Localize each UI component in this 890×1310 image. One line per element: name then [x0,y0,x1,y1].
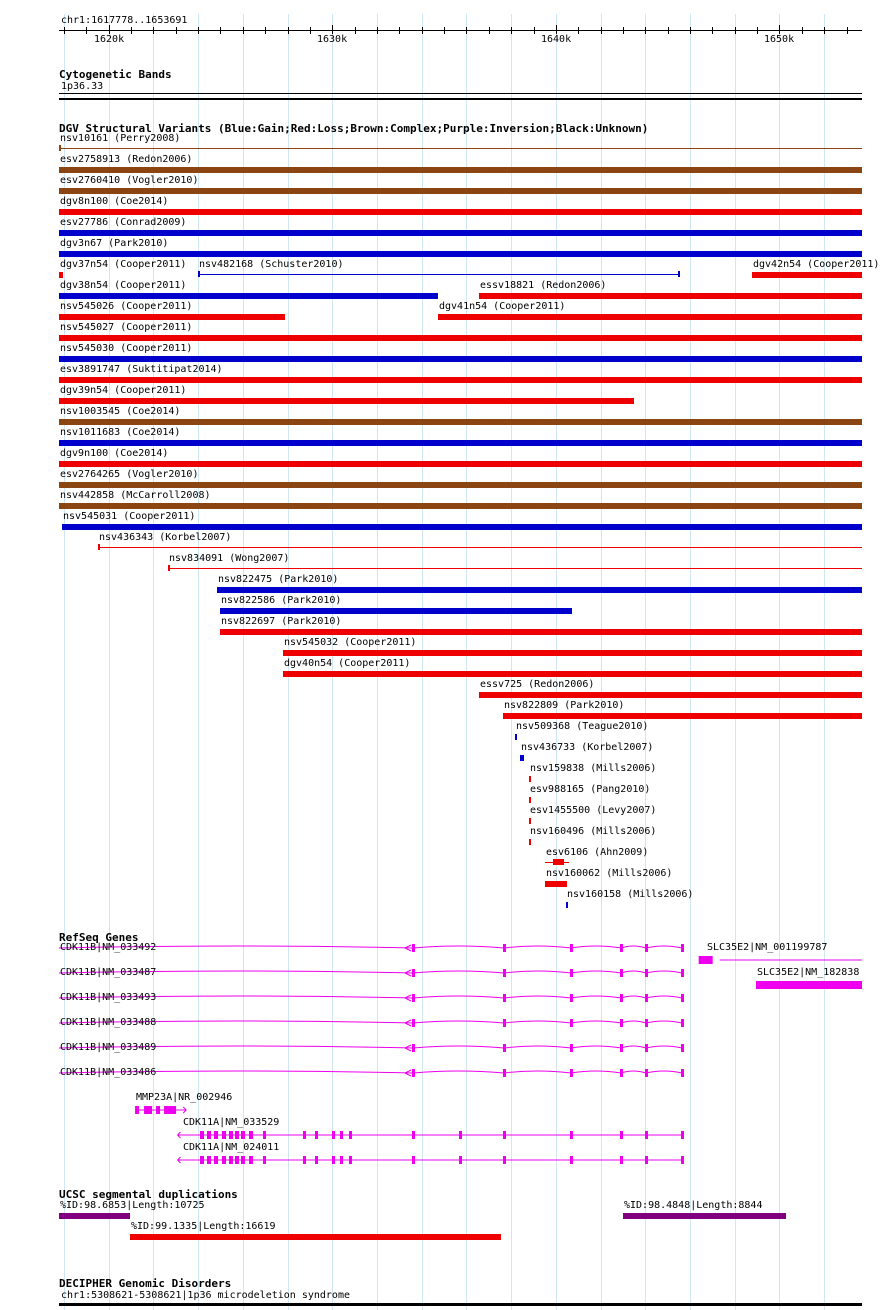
gene-exon[interactable] [503,1044,506,1052]
gene-exon[interactable] [681,1019,684,1027]
gene-exon[interactable] [200,1156,204,1164]
gene-exon[interactable] [340,1156,343,1164]
segdup-bar[interactable] [130,1234,501,1240]
gene-exon[interactable] [620,944,623,952]
dgv-variant-label[interactable]: nsv1003545 (Coe2014) [60,406,181,417]
dgv-variant-label[interactable]: esv1455500 (Levy2007) [530,805,657,816]
dgv-variant-label[interactable]: esv6106 (Ahn2009) [546,847,649,858]
gene-exon[interactable] [249,1156,253,1164]
gene-exon[interactable] [503,969,506,977]
dgv-variant-label[interactable]: dgv40n54 (Cooper2011) [284,658,411,669]
dgv-variant-label[interactable]: nsv545027 (Cooper2011) [60,322,193,333]
gene-exon[interactable] [503,1019,506,1027]
gene-exon[interactable] [315,1131,318,1139]
cytoband-label: 1p36.33 [61,81,104,92]
gene-exon[interactable] [645,1131,648,1139]
refseq-gene-label[interactable]: MMP23A|NR_002946 [136,1092,233,1103]
dgv-variant-label[interactable]: dgv39n54 (Cooper2011) [60,385,187,396]
region-label: chr1:1617778..1653691 [61,15,188,26]
gene-exon[interactable] [620,1044,623,1052]
gene-exon[interactable] [645,944,648,952]
gene-exon[interactable] [756,981,862,989]
gene-exon[interactable] [349,1156,352,1164]
dgv-variant-label[interactable]: nsv442858 (McCarroll2008) [60,490,211,501]
dgv-variant-label[interactable]: dgv8n100 (Coe2014) [60,196,169,207]
gene-exon[interactable] [200,1131,204,1139]
dgv-variant-label[interactable]: nsv159838 (Mills2006) [530,763,657,774]
decipher-item-bar[interactable] [59,1303,862,1306]
gene-exon[interactable] [503,944,506,952]
refseq-gene-label[interactable]: SLC35E2|NM_182838 [757,967,860,978]
gene-exon[interactable] [412,1069,415,1077]
ruler-tick-label: 1640k [541,34,572,45]
dgv-variant-label[interactable]: dgv9n100 (Coe2014) [60,448,169,459]
dgv-variant-label[interactable]: dgv38n54 (Cooper2011) [60,280,187,291]
gene-exon[interactable] [620,1069,623,1077]
segdup-label[interactable]: %ID:98.4848|Length:8844 [624,1200,763,1211]
gene-exon[interactable] [503,1069,506,1077]
ruler-tick-label: 1630k [317,34,348,45]
gene-exon[interactable] [570,969,573,977]
dgv-variant-label[interactable]: nsv1011683 (Coe2014) [60,427,181,438]
gene-exon[interactable] [315,1156,318,1164]
dgv-variant-label[interactable]: nsv822586 (Park2010) [221,595,342,606]
gene-exon[interactable] [645,1019,648,1027]
dgv-variant-label[interactable]: esv3891747 (Suktitipat2014) [60,364,223,375]
dgv-variant-label[interactable]: esv2760410 (Vogler2010) [60,175,199,186]
gene-exon[interactable] [235,1131,239,1139]
dgv-variant-label[interactable]: nsv160062 (Mills2006) [546,868,673,879]
gene-exon[interactable] [645,994,648,1002]
segdup-bar[interactable] [59,1213,130,1219]
gene-exon[interactable] [570,1069,573,1077]
dgv-variant-label[interactable]: esv2758913 (Redon2006) [60,154,193,165]
dgv-variant-label[interactable]: esv988165 (Pang2010) [530,784,651,795]
gene-exon[interactable] [681,1156,684,1164]
gene-exon[interactable] [241,1131,245,1139]
cytoband-track-title: Cytogenetic Bands [59,68,172,81]
gene-exon[interactable] [699,956,713,964]
gene-exon[interactable] [620,1131,623,1139]
gene-exon[interactable] [503,994,506,1002]
refseq-gene-label[interactable]: CDK11B|NM_033489 [60,1042,157,1053]
gene-exon[interactable] [681,994,684,1002]
gene-exon[interactable] [412,969,415,977]
gene-exon[interactable] [412,944,415,952]
gene-exon[interactable] [645,969,648,977]
gene-exon[interactable] [681,1131,684,1139]
gene-strand-arrow[interactable] [405,1023,411,1026]
dgv-variant-label[interactable]: nsv10161 (Perry2008) [60,133,181,144]
refseq-gene-label[interactable]: CDK11B|NM_033492 [60,942,157,953]
gene-exon[interactable] [235,1156,239,1164]
gene-exon[interactable] [241,1156,245,1164]
gene-exon[interactable] [570,1156,573,1164]
ruler-tick-label: 1650k [764,34,795,45]
gene-exon[interactable] [620,969,623,977]
segdup-label[interactable]: %ID:98.6853|Length:10725 [60,1200,205,1211]
dgv-variant-label[interactable]: dgv37n54 (Cooper2011) [60,259,187,270]
segdup-bar[interactable] [623,1213,787,1219]
gene-strand-arrow[interactable] [405,973,411,976]
gene-exon[interactable] [340,1131,343,1139]
gene-exon[interactable] [681,944,684,952]
gene-exon[interactable] [349,1131,352,1139]
dgv-variant-label[interactable]: nsv545026 (Cooper2011) [60,301,193,312]
gene-exon[interactable] [681,969,684,977]
refseq-gene-label[interactable]: CDK11B|NM_033486 [60,1067,157,1078]
gene-exon[interactable] [645,1069,648,1077]
gene-exon[interactable] [222,1156,226,1164]
gene-exon[interactable] [620,1019,623,1027]
dgv-variant-label[interactable]: nsv545032 (Cooper2011) [284,637,417,648]
dgv-variant-label[interactable]: nsv509368 (Teague2010) [516,721,649,732]
dgv-variant-label[interactable]: dgv42n54 (Cooper2011) [753,259,880,270]
dgv-variant-label[interactable]: essv18821 (Redon2006) [480,280,607,291]
gene-exon[interactable] [263,1156,266,1164]
gene-exon[interactable] [681,1044,684,1052]
refseq-gene-label[interactable]: CDK11A|NM_033529 [183,1117,280,1128]
dgv-variant-label[interactable]: esv2764265 (Vogler2010) [60,469,199,480]
dgv-variant-label[interactable]: nsv822475 (Park2010) [218,574,339,585]
gene-exon[interactable] [207,1131,211,1139]
gene-strand-arrow[interactable] [405,1048,411,1051]
refseq-gene-label[interactable]: CDK11B|NM_033493 [60,992,157,1003]
ruler-tick-label: 1620k [94,34,125,45]
dgv-variant-label[interactable]: esv27786 (Conrad2009) [60,217,187,228]
gene-exon[interactable] [570,1044,573,1052]
gene-exon[interactable] [570,994,573,1002]
gene-exon[interactable] [570,944,573,952]
dgv-variant-label[interactable]: dgv3n67 (Park2010) [60,238,169,249]
dgv-variant-label[interactable]: nsv822697 (Park2010) [221,616,342,627]
gene-exon[interactable] [222,1131,226,1139]
gene-exon[interactable] [332,1156,335,1164]
gene-exon[interactable] [645,1156,648,1164]
gene-exon[interactable] [412,994,415,1002]
refseq-track-title: RefSeq Genes [59,931,139,944]
dgv-variant-label[interactable]: nsv160496 (Mills2006) [530,826,657,837]
refseq-gene-label[interactable]: CDK11B|NM_033487 [60,967,157,978]
gene-exon[interactable] [459,1131,462,1139]
dgv-variant-label[interactable]: essv725 (Redon2006) [480,679,595,690]
dgv-variant-label[interactable]: nsv436733 (Korbel2007) [521,742,654,753]
gene-exon[interactable] [412,1019,415,1027]
decipher-item-label[interactable]: chr1:5308621-5308621|1p36 microdeletion syndrome [61,1290,350,1301]
gene-exon[interactable] [459,1156,462,1164]
dgv-variant-label[interactable]: nsv482168 (Schuster2010) [199,259,344,270]
gene-strand-arrow[interactable] [405,998,411,1001]
gene-exon[interactable] [303,1131,306,1139]
gene-exon[interactable] [263,1131,266,1139]
gene-exon[interactable] [570,1131,573,1139]
dgv-variant-label[interactable]: nsv822809 (Park2010) [504,700,625,711]
refseq-gene-label[interactable]: SLC35E2|NM_001199787 [707,942,828,953]
refseq-gene-label[interactable]: CDK11A|NM_024011 [183,1142,280,1153]
gene-strand-arrow[interactable] [405,1073,411,1076]
dgv-track-title: DGV Structural Variants (Blue:Gain;Red:Loss;Brown:Complex;Purple:Inversion;Black:Unknown) [59,122,649,135]
segdup-label[interactable]: %ID:99.1335|Length:16619 [131,1221,276,1232]
gene-strand-arrow[interactable] [405,948,411,951]
gene-exon[interactable] [503,1131,506,1139]
gene-exon[interactable] [332,1131,335,1139]
dgv-variant-label[interactable]: nsv160158 (Mills2006) [567,889,694,900]
gene-exon[interactable] [681,1069,684,1077]
gene-exon[interactable] [620,994,623,1002]
gene-exon[interactable] [303,1156,306,1164]
gene-exon[interactable] [249,1131,253,1139]
gene-exon[interactable] [570,1019,573,1027]
dgv-variant-label[interactable]: dgv41n54 (Cooper2011) [439,301,566,312]
gene-exon[interactable] [214,1131,218,1139]
dgv-variant-label[interactable]: nsv436343 (Korbel2007) [99,532,232,543]
gene-exon[interactable] [229,1131,233,1139]
gene-exon[interactable] [645,1044,648,1052]
gene-exon[interactable] [207,1156,211,1164]
gene-exon[interactable] [214,1156,218,1164]
dgv-variant-label[interactable]: nsv834091 (Wong2007) [169,553,290,564]
dgv-variant-label[interactable]: nsv545031 (Cooper2011) [63,511,196,522]
gene-exon[interactable] [412,1156,415,1164]
gene-exon[interactable] [412,1131,415,1139]
gene-exon[interactable] [503,1156,506,1164]
gene-exon[interactable] [229,1156,233,1164]
gene-exon[interactable] [412,1044,415,1052]
decipher-track-title: DECIPHER Genomic Disorders [59,1277,232,1290]
refseq-gene-label[interactable]: CDK11B|NM_033488 [60,1017,157,1028]
dgv-variant-label[interactable]: nsv545030 (Cooper2011) [60,343,193,354]
gene-exon[interactable] [620,1156,623,1164]
segdup-track-title: UCSC segmental duplications [59,1188,238,1201]
